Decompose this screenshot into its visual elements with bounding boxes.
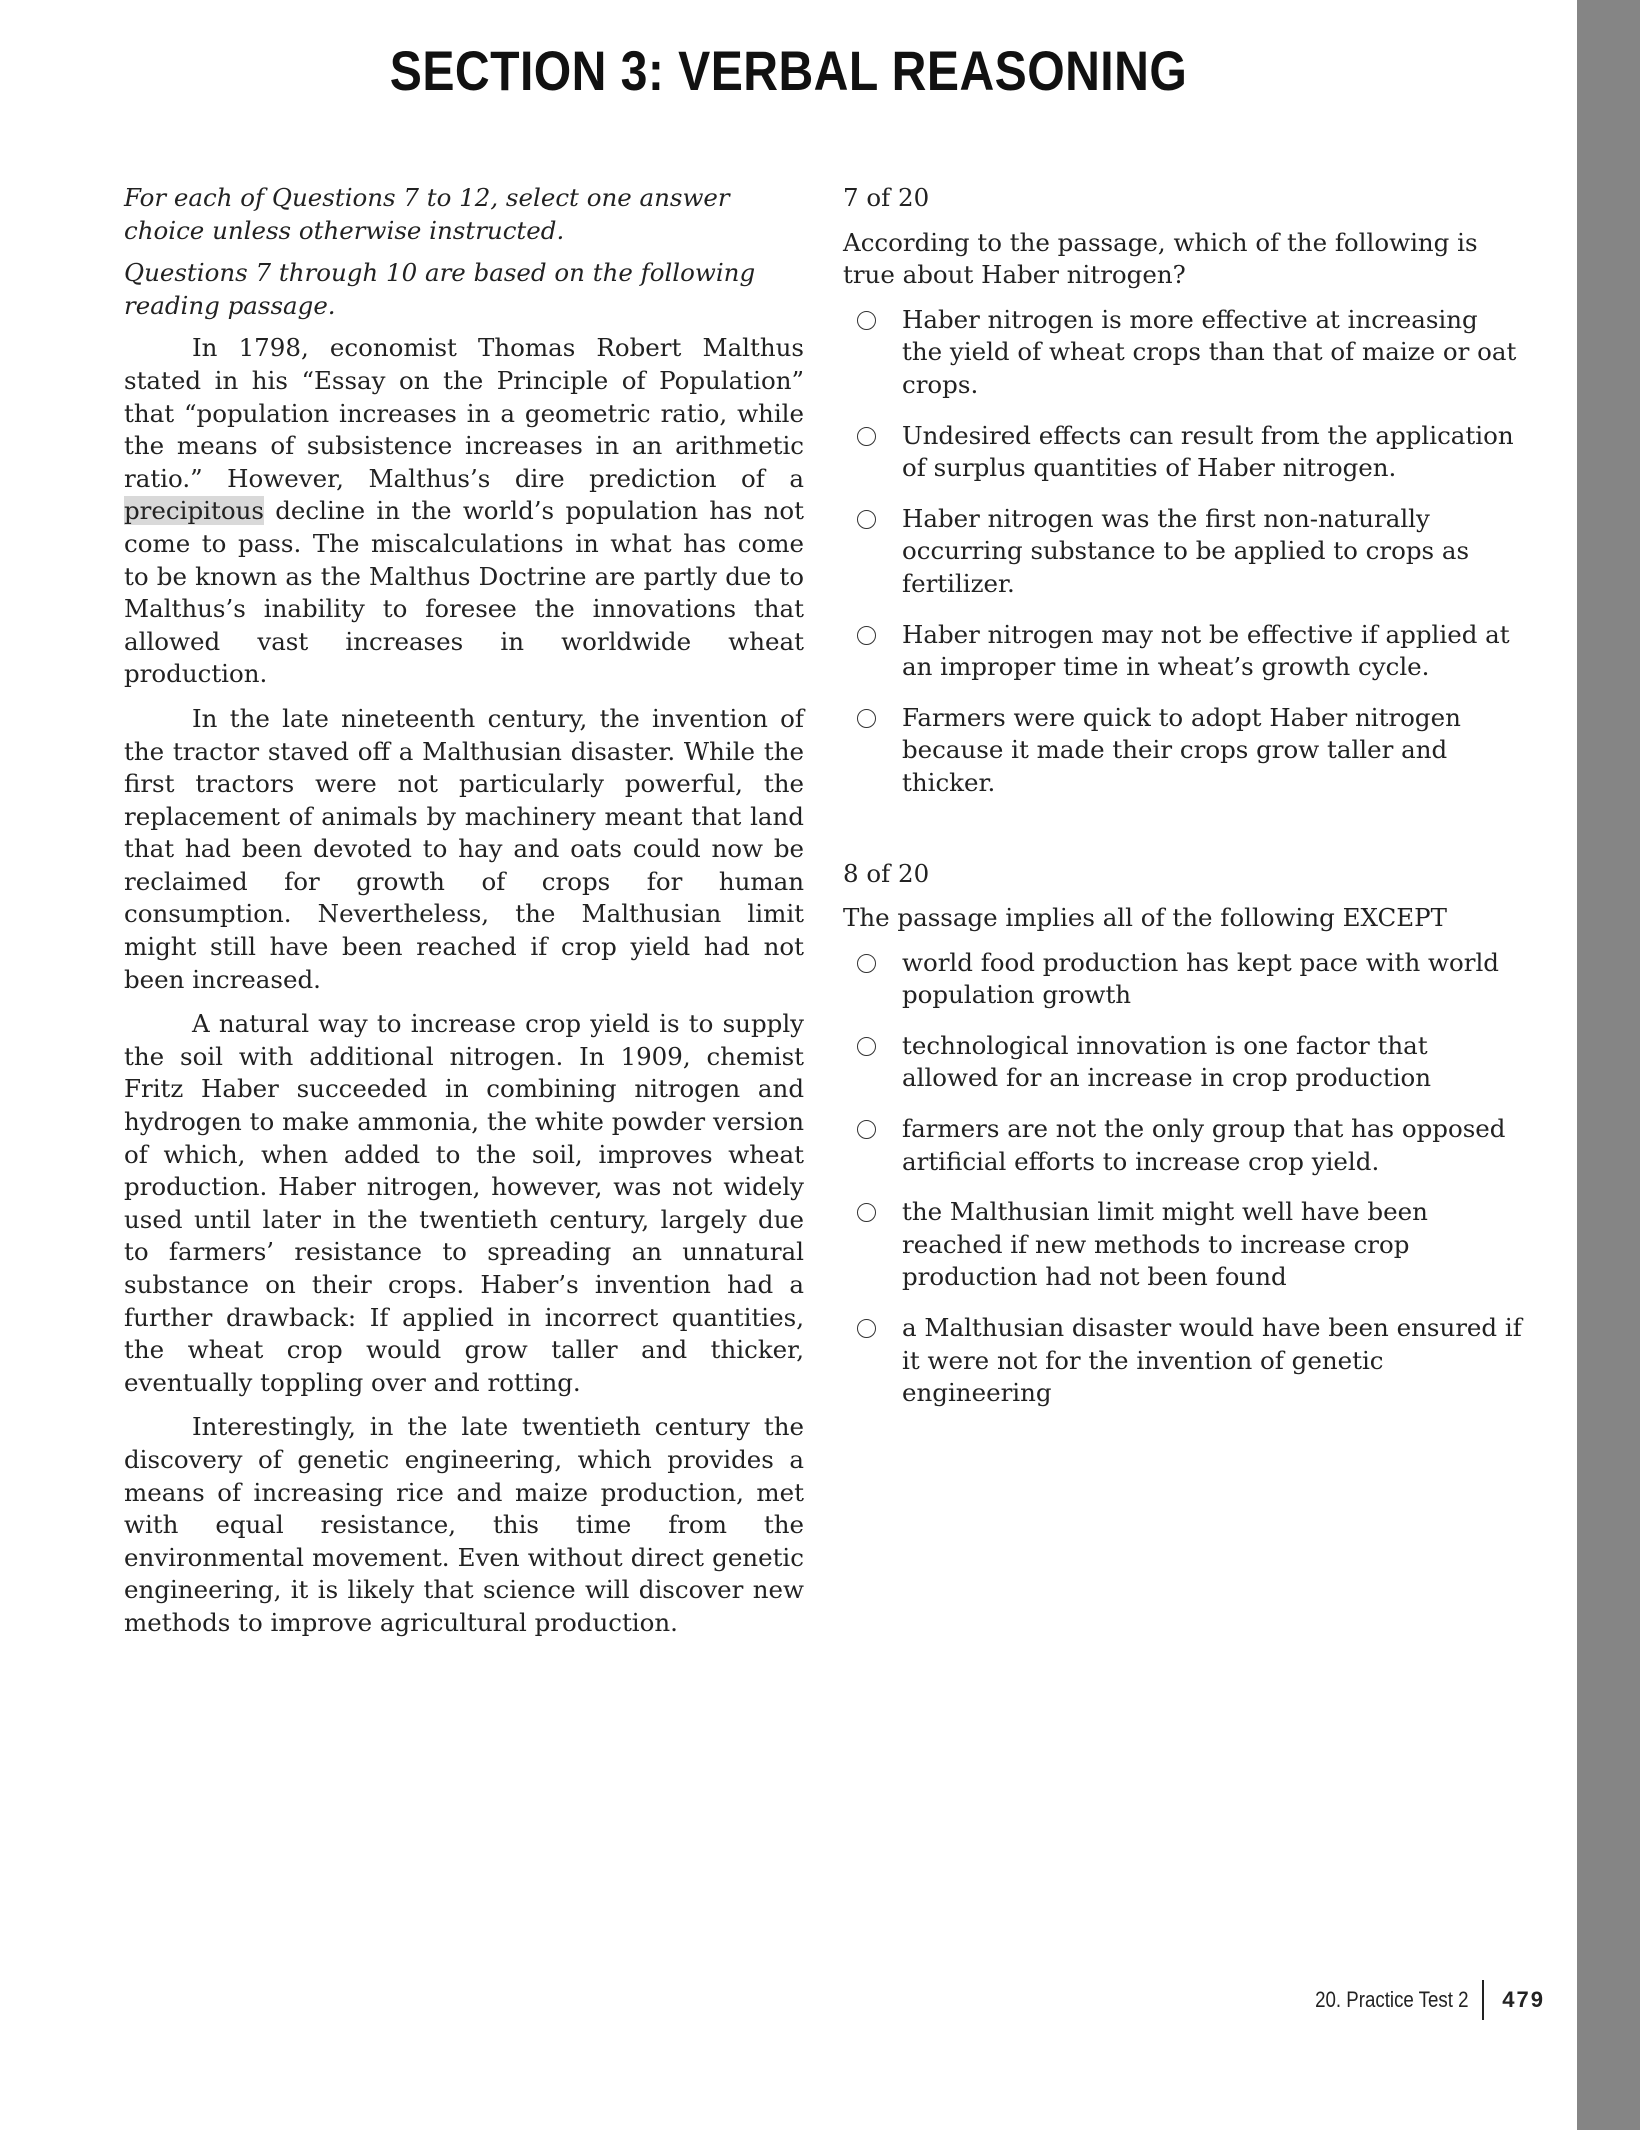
question-8 <box>843 858 1523 1410</box>
page-footer <box>1288 1979 1545 2021</box>
passage-paragraph-4: Interestingly, in the late twentieth century the discovery of genetic engineering, which provides a means of increasing rice and maize production, met with equal resistance, this time from the environmental movement. Even without direct genetic engineering, it is likely that science will discover new methods to improve agricultural production. <box>124 1412 804 1637</box>
passage-text: In 1798, economist Thomas Robert Malthus stated in his “Essay on the Principle of Population” that “population increases in a geometric ratio, while the means of subsistence increases in an arithmetic ratio.” However, Malthus’s dire prediction of a <box>124 333 804 493</box>
passage-paragraph-2: In the late nineteenth century, the invention of the tractor staved off a Malthusian disaster. While the first tractors were not particularly powerful, the replacement of animals by machinery meant that land that had been devoted to hay and oats could now be reclaimed for growth of crops for human consumption. Nevertheless, the Malthusian limit might still have been reached if crop yield had not been increased. <box>124 703 804 994</box>
radio-button-icon[interactable] <box>857 954 876 973</box>
highlighted-word: precipitous <box>124 496 264 526</box>
radio-button-icon[interactable] <box>857 626 876 645</box>
radio-button-icon[interactable] <box>857 1120 876 1139</box>
instructions-general: For each of Questions 7 to 12, select one answer choice unless otherwise instructed. <box>124 183 730 245</box>
radio-button-icon[interactable] <box>857 709 876 728</box>
instructions-passage: Questions 7 through 10 are based on the following reading passage. <box>124 258 756 320</box>
passage-column <box>124 182 804 1652</box>
radio-button-icon[interactable] <box>857 1319 876 1338</box>
answer-choice[interactable] <box>843 619 1523 684</box>
choice-text: Haber nitrogen may not be effective if applied at an improper time in wheat’s growth cycle. <box>902 619 1510 682</box>
passage-paragraph-1 <box>124 332 804 691</box>
questions-column <box>843 182 1523 1468</box>
question-number: 7 of 20 <box>843 183 930 212</box>
answer-choice[interactable] <box>843 420 1523 485</box>
answer-choice[interactable] <box>843 947 1523 1012</box>
question-7 <box>843 182 1523 800</box>
answer-choice[interactable] <box>843 1312 1523 1410</box>
answer-choice[interactable] <box>843 1030 1523 1095</box>
choice-text: Farmers were quick to adopt Haber nitrogen because it made their crops grow taller and thicker. <box>902 702 1461 797</box>
question-stem: According to the passage, which of the following is true about Haber nitrogen? <box>843 227 1478 290</box>
passage-text: decline in the world’s population has not come to pass. The miscalculations in what has come to be known as the Malthus Doctrine are partly due to Malthus’s inability to foresee the innovations that allowed vast increases in worldwide wheat production. <box>124 496 804 689</box>
radio-button-icon[interactable] <box>857 1037 876 1056</box>
question-stem: The passage implies all of the following EXCEPT <box>843 903 1447 933</box>
radio-button-icon[interactable] <box>857 510 876 529</box>
chapter-label: 20. Practice Test 2 <box>1314 1987 1469 2012</box>
answer-choice[interactable] <box>843 1113 1523 1178</box>
answer-choice[interactable] <box>843 702 1523 800</box>
choice-text: world food production has kept pace with world population growth <box>902 947 1499 1010</box>
choice-text: Undesired effects can result from the application of surplus quantities of Haber nitrogen. <box>902 420 1514 483</box>
answer-choice[interactable] <box>843 304 1523 402</box>
passage-paragraph-3: A natural way to increase crop yield is to supply the soil with additional nitrogen. In 1909, chemist Fritz Haber succeeded in combining nitrogen and hydrogen to make ammonia, the white powder version of which, when added to the soil, improves wheat production. Haber nitrogen, however, was not widely used until later in the twentieth century, largely due to farmers’ resistance to spreading an unnatural substance on their crops. Haber’s invention had a further drawback: If applied in incorrect quantities, the wheat crop would grow taller and thicker, eventually toppling over and rotting. <box>124 1009 804 1397</box>
page-title: SECTION 3: VERBAL REASONING <box>389 39 1188 102</box>
page-number: 479 <box>1502 1987 1545 2012</box>
answer-choice[interactable] <box>843 503 1523 601</box>
choice-text: a Malthusian disaster would have been ensured if it were not for the invention of genetic engineering <box>902 1313 1522 1408</box>
page-edge-tab <box>1577 0 1640 2130</box>
radio-button-icon[interactable] <box>857 311 876 330</box>
choice-text: Haber nitrogen was the first non-naturally occurring substance to be applied to crops as fertilizer. <box>902 503 1470 598</box>
choice-text: technological innovation is one factor that allowed for an increase in crop production <box>902 1030 1432 1093</box>
choice-text: farmers are not the only group that has opposed artificial efforts to increase crop yield. <box>902 1114 1506 1176</box>
answer-choice[interactable] <box>843 1196 1523 1294</box>
radio-button-icon[interactable] <box>857 1203 876 1222</box>
radio-button-icon[interactable] <box>857 427 876 446</box>
question-number: 8 of 20 <box>843 858 930 888</box>
choice-text: the Malthusian limit might well have been reached if new methods to increase crop production had not been found <box>902 1197 1428 1292</box>
footer-divider <box>1482 1980 1484 2020</box>
choice-text: Haber nitrogen is more effective at increasing the yield of wheat crops than that of maize or oat crops. <box>902 304 1517 399</box>
